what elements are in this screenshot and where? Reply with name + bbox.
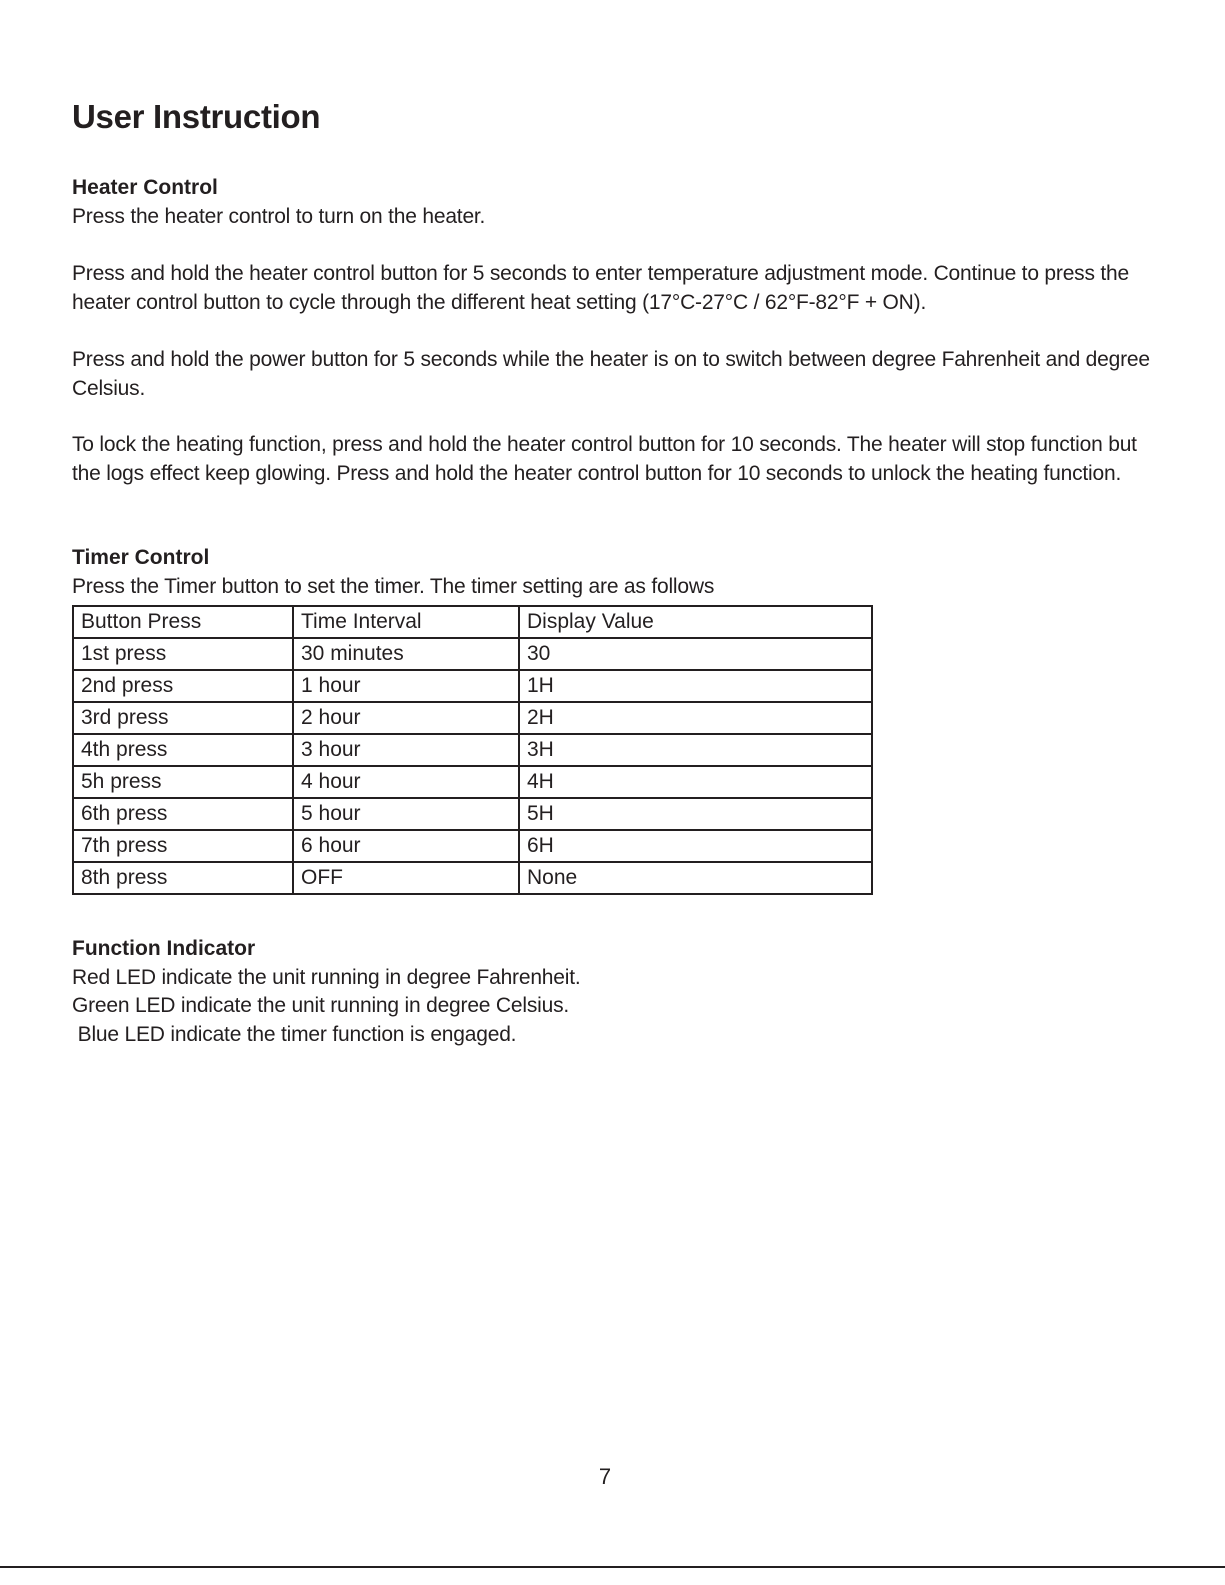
cell-display-value: 6H <box>519 830 872 862</box>
header-time-interval: Time Interval <box>293 606 519 638</box>
cell-button-press: 6th press <box>73 798 293 830</box>
table-row <box>73 702 872 734</box>
function-line-red: Red LED indicate the unit running in degree Fahrenheit. <box>72 966 581 989</box>
cell-time-interval: 2 hour <box>293 702 519 734</box>
cell-display-value: 5H <box>519 798 872 830</box>
cell-time-interval: 6 hour <box>293 830 519 862</box>
heater-paragraph-1: Press the heater control to turn on the heater. <box>72 205 486 228</box>
cell-display-value: 1H <box>519 670 872 702</box>
page-title: User Instruction <box>72 98 321 135</box>
table-row <box>73 638 872 670</box>
cell-display-value: None <box>519 862 872 894</box>
cell-display-value: 4H <box>519 766 872 798</box>
bottom-divider <box>0 1566 1225 1568</box>
table-row <box>73 798 872 830</box>
cell-button-press: 7th press <box>73 830 293 862</box>
cell-button-press: 4th press <box>73 734 293 766</box>
cell-button-press: 5h press <box>73 766 293 798</box>
table-row <box>73 862 872 894</box>
cell-display-value: 3H <box>519 734 872 766</box>
cell-button-press: 2nd press <box>73 670 293 702</box>
cell-time-interval: 4 hour <box>293 766 519 798</box>
table-row <box>73 670 872 702</box>
page-number: 7 <box>598 1464 612 1489</box>
cell-button-press: 3rd press <box>73 702 293 734</box>
cell-time-interval: 1 hour <box>293 670 519 702</box>
cell-display-value: 30 <box>519 638 872 670</box>
cell-time-interval: 3 hour <box>293 734 519 766</box>
function-line-blue: Blue LED indicate the timer function is engaged. <box>72 1023 517 1046</box>
cell-time-interval: 30 minutes <box>293 638 519 670</box>
timer-intro: Press the Timer button to set the timer. The timer setting are as follows <box>72 575 715 598</box>
table-row <box>73 734 872 766</box>
table-header-row <box>73 606 872 638</box>
heater-paragraph-4: To lock the heating function, press and hold the heater control button for 10 seconds. The heater will stop function but the logs effect keep glowing. Press and hold the heater control button for 10 seconds to unlock the heating function. <box>72 433 1137 485</box>
header-button-press: Button Press <box>73 606 293 638</box>
heater-paragraph-2: Press and hold the heater control button for 5 seconds to enter temperature adjustment mode. Continue to press the heater control button to cycle through the different heat setting (17°C-27°C / 62°F-82°F + ON). <box>72 262 1130 314</box>
cell-button-press: 8th press <box>73 862 293 894</box>
function-line-green: Green LED indicate the unit running in degree Celsius. <box>72 994 570 1017</box>
heater-control-heading: Heater Control <box>72 176 218 199</box>
cell-time-interval: OFF <box>293 862 519 894</box>
table-row <box>73 830 872 862</box>
timer-table <box>72 605 873 895</box>
cell-time-interval: 5 hour <box>293 798 519 830</box>
cell-button-press: 1st press <box>73 638 293 670</box>
header-display-value: Display Value <box>519 606 872 638</box>
function-indicator-heading: Function Indicator <box>72 937 256 960</box>
table-row <box>73 766 872 798</box>
timer-control-heading: Timer Control <box>72 546 210 569</box>
heater-paragraph-3: Press and hold the power button for 5 seconds while the heater is on to switch between degree Fahrenheit and degree Celsius. <box>72 348 1150 400</box>
cell-display-value: 2H <box>519 702 872 734</box>
